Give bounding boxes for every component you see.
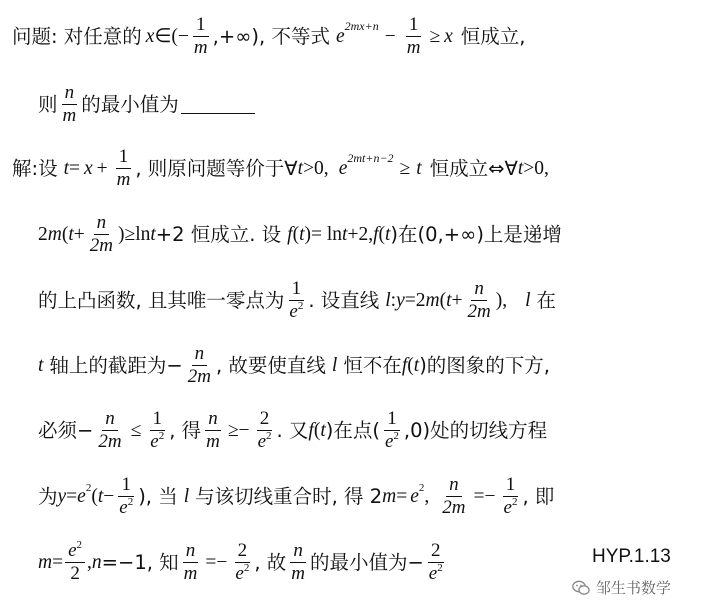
solution-line-3 — [12, 146, 703, 191]
var: t — [68, 223, 74, 245]
text: )在(0,+∞)上是递增 — [390, 222, 562, 246]
text: )= ln — [304, 223, 343, 245]
exponent: 2 — [158, 429, 165, 442]
text: 恒成立⇔∀ — [429, 156, 518, 180]
text: >0, — [303, 157, 329, 179]
exponent: 2 — [127, 495, 134, 508]
denominator: 2m — [442, 496, 466, 518]
solution-line-6 — [38, 343, 703, 388]
var: l — [183, 485, 190, 507]
denominator: e — [428, 562, 438, 584]
text: . 又 — [276, 418, 309, 442]
solution-line-4 — [38, 212, 703, 257]
var: l — [331, 354, 338, 376]
text: 在 — [536, 288, 557, 312]
numerator: 1 — [384, 408, 400, 431]
numerator: 1 — [118, 474, 134, 497]
numerator: 1 — [503, 474, 519, 497]
text: ( — [313, 419, 321, 441]
exponent: 2 — [511, 495, 518, 508]
var: e — [77, 485, 86, 507]
denominator: 2m — [467, 300, 491, 322]
denominator: 2m — [89, 234, 113, 256]
text: ≥− — [227, 419, 250, 441]
numerator: n — [205, 408, 221, 431]
var: t — [446, 289, 452, 311]
reference-code: HYP.1.13 — [592, 546, 671, 567]
var: l — [385, 289, 391, 311]
text: + — [451, 289, 463, 311]
text: )在点( — [325, 418, 380, 442]
text: 2 — [38, 223, 48, 245]
text: +2 恒成立. 设 — [155, 222, 282, 246]
text: ,0)处的切线方程 — [403, 418, 548, 442]
text: + — [96, 157, 108, 179]
var: t — [150, 223, 156, 245]
var: t — [342, 223, 348, 245]
denominator: e — [289, 300, 298, 322]
text: )≥ln — [118, 223, 151, 245]
var: m — [47, 223, 62, 245]
text: 必须− — [38, 418, 94, 442]
text: 解:设 — [12, 156, 58, 180]
text: , 即 — [522, 484, 555, 508]
numerator: 2 — [257, 408, 273, 431]
numerator: n — [62, 82, 78, 105]
text: − — [103, 485, 115, 507]
var: e — [338, 157, 348, 179]
solution-line-7 — [38, 408, 703, 453]
text: ( — [407, 354, 414, 376]
text: ,+∞), 不等式 — [212, 24, 330, 48]
text: , 则原问题等价于∀ — [135, 156, 298, 180]
var: l — [525, 289, 531, 311]
numerator: 1 — [150, 408, 166, 431]
fraction — [185, 343, 214, 388]
text: ( — [91, 485, 98, 507]
denominator: e — [119, 496, 128, 518]
text: ≥ — [429, 25, 441, 47]
exponent: 2 — [393, 429, 399, 442]
var: n — [91, 551, 102, 573]
denominator: m — [183, 562, 198, 584]
fraction — [382, 408, 402, 453]
denominator: 2m — [98, 430, 122, 452]
text: = — [52, 551, 64, 573]
denominator: e — [384, 430, 394, 452]
text: 的最小值为− — [309, 550, 424, 574]
solution-line-5 — [38, 278, 703, 323]
text: ( — [439, 289, 447, 311]
numerator: 2 — [235, 540, 251, 563]
numerator: n — [290, 540, 306, 563]
text: 的最小值为 — [81, 92, 179, 116]
fraction — [65, 540, 85, 585]
numerator: n — [102, 408, 118, 431]
exponent: 2 — [418, 481, 425, 494]
var: e — [335, 25, 345, 47]
var: e — [410, 485, 419, 507]
var: t — [38, 354, 44, 376]
text: 问题: 对任意的 — [12, 24, 142, 48]
fraction — [426, 540, 446, 585]
text: >0, — [523, 157, 549, 179]
var: t — [97, 485, 104, 507]
text: =2 — [404, 289, 426, 311]
text: 与该切线重合时, 得 2 — [195, 484, 383, 508]
text: , 故 — [254, 550, 287, 574]
fraction — [232, 540, 252, 585]
denominator: m — [62, 104, 77, 126]
var: m — [38, 551, 53, 573]
var: f — [373, 223, 379, 245]
numerator: n — [471, 278, 487, 301]
text: . 设直线 — [308, 288, 380, 312]
fraction — [465, 278, 494, 323]
exponent: 2mt+n−2 — [347, 151, 394, 166]
exponent: 2 — [266, 429, 272, 442]
fraction — [95, 408, 124, 453]
numerator: n — [94, 212, 110, 235]
fraction — [501, 474, 521, 519]
numerator: 2 — [428, 540, 444, 563]
fraction — [191, 14, 211, 59]
text: 恒不在 — [343, 353, 402, 377]
watermark — [572, 577, 671, 598]
text: 的上凸函数, 且其唯一零点为 — [38, 288, 285, 312]
denominator: e — [503, 496, 512, 518]
numerator: 1 — [116, 146, 132, 169]
text: 轴上的截距为− — [49, 353, 183, 377]
text: = — [66, 485, 78, 507]
watermark-text: 邹生书数学 — [596, 579, 672, 597]
text: =−1, 知 — [101, 550, 179, 574]
var: t — [416, 157, 422, 179]
text: 为 — [38, 484, 58, 508]
solution-line-8 — [38, 474, 703, 519]
text: ∈(− — [154, 25, 189, 47]
var: t — [517, 157, 524, 179]
text: , — [424, 485, 430, 507]
var: t — [385, 223, 391, 245]
var: m — [382, 485, 397, 507]
fraction — [288, 540, 308, 585]
text: ≤ — [130, 419, 142, 441]
text: − — [384, 25, 396, 47]
denominator: e — [257, 430, 266, 452]
var: t — [299, 223, 305, 245]
var: f — [308, 419, 314, 441]
fraction — [404, 14, 424, 59]
denominator: 2m — [187, 365, 211, 387]
fraction — [116, 474, 136, 519]
text: ), — [495, 289, 508, 311]
text: )的图象的下方, — [419, 353, 550, 377]
text: , — [87, 551, 92, 573]
numerator: 1 — [289, 278, 305, 301]
fraction — [60, 82, 80, 127]
text: 恒成立, — [460, 24, 526, 48]
text: +2, — [347, 223, 374, 245]
text: = — [396, 485, 408, 507]
numerator: 1 — [406, 14, 422, 37]
denominator: e — [235, 562, 244, 584]
var: y — [396, 289, 405, 311]
denominator: m — [291, 562, 305, 584]
text: ( — [61, 223, 69, 245]
text: 则 — [38, 92, 58, 116]
text: + — [73, 223, 85, 245]
numerator: n — [192, 343, 208, 366]
text: =− — [205, 551, 228, 573]
var: x — [444, 25, 453, 47]
text: , 得 — [169, 418, 202, 442]
denominator: m — [193, 36, 208, 58]
wechat-icon — [572, 580, 590, 596]
denominator: m — [406, 36, 421, 58]
fraction — [181, 540, 201, 585]
fraction — [87, 212, 116, 257]
denominator: m — [116, 168, 131, 190]
var: t — [413, 354, 420, 376]
var: x — [84, 157, 93, 179]
text: ( — [378, 223, 385, 245]
var: t — [297, 157, 304, 179]
denominator: m — [206, 430, 220, 452]
fraction — [114, 146, 134, 191]
denominator: e — [150, 430, 159, 452]
var: x — [145, 25, 155, 47]
var: t — [320, 419, 326, 441]
text: =− — [473, 485, 496, 507]
denominator: 2 — [70, 562, 80, 584]
exponent: 2 — [297, 299, 304, 312]
numerator: e — [68, 540, 77, 561]
text: = — [69, 157, 80, 179]
answer-blank — [181, 95, 255, 114]
fraction — [286, 278, 306, 323]
fraction — [439, 474, 468, 519]
text: , 故要使直线 — [216, 353, 326, 377]
text: ≥ — [399, 157, 411, 179]
text: : — [390, 289, 397, 311]
numerator: 1 — [193, 14, 209, 37]
var: y — [57, 485, 67, 507]
problem-line-2 — [38, 82, 703, 127]
fraction — [255, 408, 275, 453]
numerator: n — [183, 540, 199, 563]
exponent: 2 — [76, 539, 83, 551]
exponent: 2 — [437, 561, 443, 574]
var: m — [425, 289, 440, 311]
text: ), 当 — [138, 484, 178, 508]
exponent: 2 — [85, 481, 92, 494]
exponent: 2 — [243, 561, 250, 574]
fraction — [147, 408, 167, 453]
var: f — [287, 223, 293, 245]
var: f — [401, 354, 408, 376]
exponent: 2mx+n — [344, 19, 379, 34]
problem-line-1 — [12, 14, 703, 59]
text: ( — [292, 223, 300, 245]
fraction — [203, 408, 223, 453]
var: t — [63, 157, 69, 179]
numerator: n — [446, 474, 462, 497]
